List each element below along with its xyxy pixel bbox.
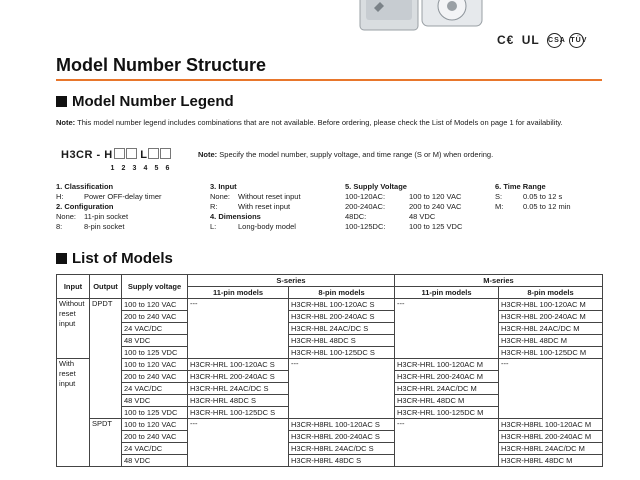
- m11-cell: H3CR-HRL 48DC M: [395, 395, 499, 407]
- input-cell: Without reset input: [57, 299, 90, 359]
- ce-mark-icon: C€: [497, 33, 515, 47]
- header-m-11pin: 11-pin models: [395, 287, 499, 299]
- timer-product-image: [352, 0, 502, 34]
- legend-value: 100 to 125 VDC: [409, 222, 463, 231]
- table-row: [57, 299, 603, 311]
- m8-cell: H3CR-H8L 48DC M: [499, 335, 603, 347]
- voltage-cell: 48 VDC: [122, 395, 188, 407]
- tuv-mark-icon: TÜV: [569, 33, 584, 48]
- table-row: [57, 323, 603, 335]
- m11-cell: H3CR-HRL 100-125DC M: [395, 407, 499, 419]
- models-table-body: [57, 299, 603, 467]
- legend-title: 5. Supply Voltage: [345, 182, 407, 191]
- table-row: [57, 335, 603, 347]
- s11-cell: H3CR-HRL 100-125DC S: [188, 407, 289, 419]
- header-supply-voltage: Supply voltage: [122, 275, 188, 299]
- m11-cell: H3CR-HRL 24AC/DC M: [395, 383, 499, 395]
- legend-title: 1. Classification: [56, 182, 114, 191]
- voltage-cell: 24 VAC/DC: [122, 383, 188, 395]
- s8-cell: ---: [289, 359, 395, 419]
- legend-key: R:: [210, 202, 218, 211]
- position-number: 2: [121, 165, 126, 172]
- m11-cell: ---: [395, 299, 499, 359]
- position-number: 6: [165, 165, 170, 172]
- position-number: 3: [132, 165, 137, 172]
- voltage-cell: 100 to 125 VDC: [122, 347, 188, 359]
- legend-value: 8-pin socket: [84, 222, 125, 231]
- legend-value: Power OFF-delay timer: [84, 192, 162, 201]
- s11-cell: H3CR-HRL 200-240AC S: [188, 371, 289, 383]
- output-cell: SPDT: [90, 419, 122, 467]
- code-box: [148, 148, 159, 159]
- m8-cell: H3CR-H8RL 100-120AC M: [499, 419, 603, 431]
- s11-cell: ---: [188, 299, 289, 359]
- position-number: 1: [110, 165, 115, 172]
- legend-note: [56, 118, 602, 128]
- models-table: [56, 274, 603, 467]
- legend-value: Long-body model: [238, 222, 296, 231]
- legend-time-range: [495, 182, 571, 212]
- square-bullet-icon: [56, 253, 67, 264]
- legend-key: None:: [56, 212, 77, 221]
- s8-cell: H3CR-H8RL 100-120AC S: [289, 419, 395, 431]
- m11-cell: H3CR-HRL 100-120AC M: [395, 359, 499, 371]
- list-heading-text: List of Models: [72, 250, 173, 267]
- s8-cell: H3CR-H8L 100-120AC S: [289, 299, 395, 311]
- table-row: [57, 431, 603, 443]
- model-code-prefix: H3CR - H: [61, 149, 113, 161]
- legend-value: 200 to 240 VAC: [409, 202, 462, 211]
- title-divider: [56, 79, 602, 81]
- table-row: [57, 419, 603, 431]
- voltage-cell: 200 to 240 VAC: [122, 371, 188, 383]
- input-cell: With reset input: [57, 359, 90, 467]
- legend-title: 4. Dimensions: [210, 212, 261, 221]
- legend-title: 2. Configuration: [56, 202, 114, 211]
- legend-key: 48DC:: [345, 212, 367, 221]
- model-code: [61, 148, 171, 161]
- legend-key: L:: [210, 222, 217, 231]
- table-row: [57, 347, 603, 359]
- header-m-8pin: 8-pin models: [499, 287, 603, 299]
- code-position-numbers: [107, 165, 173, 172]
- square-bullet-icon: [56, 96, 67, 107]
- list-heading: [56, 250, 173, 267]
- csa-mark-icon: CSA: [547, 33, 562, 48]
- order-note: [198, 150, 493, 159]
- legend-input-dimensions: [210, 182, 301, 232]
- legend-note-label: Note:: [56, 118, 76, 127]
- voltage-cell: 200 to 240 VAC: [122, 311, 188, 323]
- voltage-cell: 100 to 120 VAC: [122, 419, 188, 431]
- page-title: Model Number Structure: [56, 55, 267, 75]
- legend-key: H:: [56, 192, 64, 201]
- legend-value: 48 VDC: [409, 212, 436, 221]
- s8-cell: H3CR-H8L 100-125DC S: [289, 347, 395, 359]
- legend-value: 0.05 to 12 s: [523, 192, 563, 201]
- s8-cell: H3CR-H8RL 24AC/DC S: [289, 443, 395, 455]
- legend-title: 6. Time Range: [495, 182, 546, 191]
- legend-key: M:: [495, 202, 504, 211]
- m8-cell: H3CR-H8RL 200-240AC M: [499, 431, 603, 443]
- table-row: [57, 443, 603, 455]
- header-m-series: M-series: [395, 275, 603, 287]
- position-number: 5: [154, 165, 159, 172]
- legend-value: 100 to 120 VAC: [409, 192, 462, 201]
- legend-key: None:: [210, 192, 231, 201]
- legend-value: 11-pin socket: [84, 212, 129, 221]
- s8-cell: H3CR-H8L 48DC S: [289, 335, 395, 347]
- m8-cell: H3CR-H8RL 24AC/DC M: [499, 443, 603, 455]
- s8-cell: H3CR-H8RL 48DC S: [289, 455, 395, 467]
- m8-cell: ---: [499, 359, 603, 419]
- legend-classification-configuration: [56, 182, 162, 232]
- table-row: [57, 359, 603, 371]
- legend-key: 200-240AC:: [345, 202, 386, 211]
- voltage-cell: 48 VDC: [122, 335, 188, 347]
- m8-cell: H3CR-H8L 24AC/DC M: [499, 323, 603, 335]
- m11-cell: H3CR-HRL 200-240AC M: [395, 371, 499, 383]
- legend-supply-voltage: [345, 182, 462, 232]
- legend-key: 8:: [56, 222, 63, 231]
- voltage-cell: 24 VAC/DC: [122, 443, 188, 455]
- m8-cell: H3CR-H8RL 48DC M: [499, 455, 603, 467]
- legend-key: S:: [495, 192, 503, 201]
- voltage-cell: 100 to 120 VAC: [122, 359, 188, 371]
- s11-cell: H3CR-HRL 24AC/DC S: [188, 383, 289, 395]
- s11-cell: ---: [188, 419, 289, 467]
- position-number: 4: [143, 165, 148, 172]
- header-s-11pin: 11-pin models: [188, 287, 289, 299]
- legend-heading-text: Model Number Legend: [72, 93, 234, 110]
- legend-value: 0.05 to 12 min: [523, 202, 571, 211]
- output-cell: DPDT: [90, 299, 122, 419]
- ul-mark-icon: UL: [521, 33, 540, 47]
- legend-value: With reset input: [238, 202, 291, 211]
- header-output: Output: [90, 275, 122, 299]
- model-code-mid: L: [140, 149, 148, 161]
- header-s-series: S-series: [188, 275, 395, 287]
- code-box: [160, 148, 171, 159]
- voltage-cell: 200 to 240 VAC: [122, 431, 188, 443]
- m8-cell: H3CR-H8L 100-125DC M: [499, 347, 603, 359]
- s8-cell: H3CR-H8RL 200-240AC S: [289, 431, 395, 443]
- order-note-label: Note:: [198, 150, 218, 159]
- order-note-text: Specify the model number, supply voltage, and time range (S or M) when ordering.: [219, 150, 494, 159]
- s8-cell: H3CR-H8L 200-240AC S: [289, 311, 395, 323]
- certification-marks: [497, 33, 587, 48]
- s11-cell: H3CR-HRL 100-120AC S: [188, 359, 289, 371]
- legend-key: 100-125DC:: [345, 222, 386, 231]
- s11-cell: H3CR-HRL 48DC S: [188, 395, 289, 407]
- table-row: [57, 311, 603, 323]
- legend-title: 3. Input: [210, 182, 237, 191]
- code-box: [114, 148, 125, 159]
- legend-key: 100-120AC:: [345, 192, 386, 201]
- m8-cell: H3CR-H8L 200-240AC M: [499, 311, 603, 323]
- m8-cell: H3CR-H8L 100-120AC M: [499, 299, 603, 311]
- legend-value: Without reset input: [238, 192, 301, 201]
- voltage-cell: 48 VDC: [122, 455, 188, 467]
- voltage-cell: 100 to 120 VAC: [122, 299, 188, 311]
- voltage-cell: 100 to 125 VDC: [122, 407, 188, 419]
- legend-note-text: This model number legend includes combinations that are not available. Before ordering, please check the List of Models on page 1 for availability.: [77, 118, 563, 127]
- header-input: Input: [57, 275, 90, 299]
- header-s-8pin: 8-pin models: [289, 287, 395, 299]
- m11-cell: ---: [395, 419, 499, 467]
- table-row: [57, 455, 603, 467]
- legend-heading: [56, 93, 234, 110]
- code-box: [126, 148, 137, 159]
- s8-cell: H3CR-H8L 24AC/DC S: [289, 323, 395, 335]
- voltage-cell: 24 VAC/DC: [122, 323, 188, 335]
